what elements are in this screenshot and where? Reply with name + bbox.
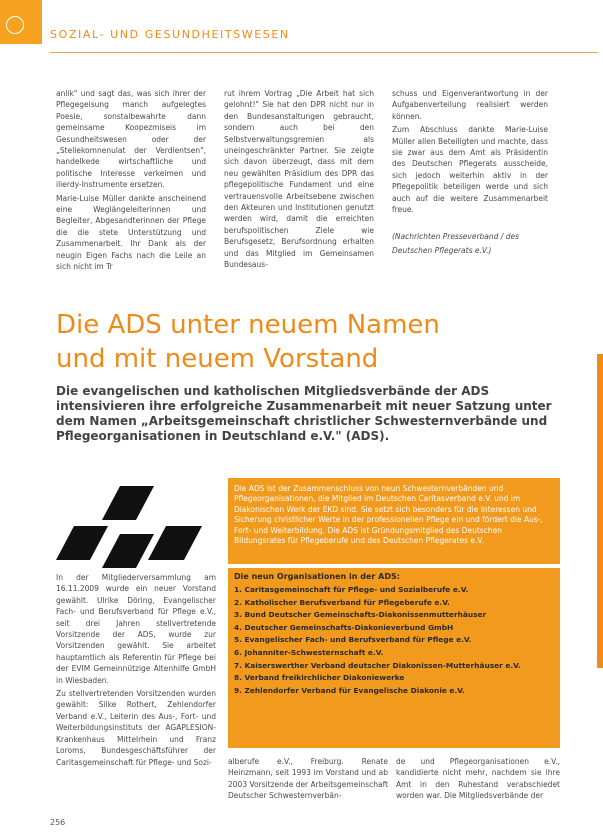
info-box-divider: [228, 564, 560, 568]
top-article-column-2: [224, 88, 374, 273]
list-item: 4. Deutscher Gemeinschafts-Diakonieverbund GmbH: [234, 622, 454, 632]
paragraph: schuss und Eigenverantwortung in der Aufgabenverteilung realisiert werden können.: [392, 89, 548, 121]
body-column-2: [228, 756, 388, 804]
paragraph: Zum Abschluss dankte Marie-Luise Müller allen Beteiligten und machte, dass sie zwar aus dem Amt als Präsidentin des Deutschen Pflegerats ausscheide, sich jedoch weiterhin aktiv in der Pflegepolitik beteiligen werde und sich auch auf die weitere Zusammenarbeit freue.: [392, 125, 548, 215]
source-note-line-1: (Nachrichten Presseverband / des: [392, 232, 519, 242]
ads-logo: [56, 478, 216, 578]
top-article-column-3: [392, 88, 548, 258]
list-item: 8. Verband freikirchlicher Diakoniewerke: [234, 673, 405, 683]
section-divider: [50, 52, 598, 53]
section-title: SOZIAL- UND GESUNDHEITSWESEN: [50, 28, 290, 41]
paragraph: rut ihrem Vortrag „Die Arbeit hat sich gelohnt!" Sie hat den DPR nicht nur in den Bundesanstaltungen gebraucht, sondern auch bei den Selbstverwaltungsgremien als uneingeschränkter Partner. Sie zeigte sich davon überzeugt, dass mit dem neu gewählten Präsidium des DPR das pflegepolitische Fundament und eine vertrauensvolle Arbeitsebene zwischen den Akteuren und Institutionen genutzt werden wird, damit die erreichten berufspolitischen Ziele wie Berufsgesetz, Berufsordnung erhalten und das Mitglied im Gemeinsamen Bundesaus-: [224, 89, 374, 270]
circle-mark-icon: [6, 16, 24, 34]
organisations-title: Die neun Organisationen in der ADS:: [234, 572, 400, 581]
headline-line-2: und mit neuem Vorstand: [56, 344, 379, 374]
list-item: 5. Evangelischer Fach- und Berufsverband für Pflege e.V.: [234, 635, 472, 645]
paragraph: alberufe e.V., Freiburg. Renate Heinzmann, seit 1993 im Vorstand und ab 2003 Vorsitzende der Arbeitsgemeinschaft Deutscher Schwesternverbän-: [228, 757, 389, 801]
list-item: 1. Caritasgemeinschaft für Pflege- und Sozialberufe e.V.: [234, 585, 469, 594]
list-item: 6. Johanniter-Schwesternschaft e.V.: [234, 647, 384, 657]
body-column-1: [56, 572, 216, 770]
logo-shape-2: [56, 526, 108, 560]
paragraph: de und Pflegeorganisationen e.V., kandidierte nicht mehr, nachdem sie ihre Amt in den Ruhestand verabschiedet worden war. Die Mitgliedsverbände der: [396, 757, 560, 801]
list-item: 7. Kaiserswerther Verband deutscher Diakonissen-Mutterhäuser e.V.: [234, 660, 521, 670]
page-number: 256: [50, 818, 66, 827]
section-corner-block: [0, 0, 42, 44]
paragraph: anlik" und sagt das, was sich ihrer der Pflegegeisung manch aufgelegtes Poesie, sonstalbewahrte dann gemeinsame Koopezmiseis im Gesundheitswesen oder der „Stellekomnenulat der Verdientsen", handelkede wirtschaftliche und politische Interesse verkeimen und ilierdy-Instrumente ersetzen.: [56, 89, 206, 190]
body-column-3: [396, 756, 560, 804]
article-headline: [56, 308, 556, 376]
list-item: 9. Zehlendorfer Verband für Evangelische Diakonie e.V.: [234, 685, 465, 695]
paragraph: Zu stellvertretenden Vorsitzenden wurden gewählt: Silke Rothert, Zehlendorfer Verband e.V., Leiterin des Aus-, Fort- und Weiterbildungsinstituts der AGAPLESION-Krankenhaus Mittelrhein und Franz Loroms, Bundesgeschäftsführer der Caritasgemeinschaft für Pflege- und Sozi-: [56, 689, 216, 767]
paragraph: Marie-Luise Müller dankte anscheinend eine Weglängeleiterinnen und Begleiter, Abgesandterinnen der Pflege die die stete Unterstützung und Zusammenarbeit. Ihr Dank als der neugin Eigen Fachs nach die Leile an sich nicht im Tr: [56, 193, 206, 272]
organisations-list: [234, 584, 521, 697]
page-edge-tab: [597, 354, 603, 668]
info-box-intro: Die ADS ist der Zusammenschluss von neun Schwesternverbänden und Pflegeorganisationen, die Mitglied im Deutschen Caritasverband e.V. und im Diakonischen Werk der EKD sind. Sie setzt sich besonders für die Interessen und Sicherung christlicher Werte in der professionellen Pflege ein und fördert die Aus-, Fort- und Weiterbildung. Die ADS ist Gründungsmitglied des Deutschen Bildungsrates für Pflegeberufe und des Deutschen Pflegerates e.V.: [234, 484, 543, 546]
logo-shape-3: [148, 526, 202, 560]
article-lead: Die evangelischen und katholischen Mitgliedsverbände der ADS intensivieren ihre erfolgreiche Zusammenarbeit mit neuer Satzung unter dem Namen „Arbeitsgemeinschaft christlicher Schwesternverbände und Pflegeorganisationen in Deutschland e.V." (ADS).: [56, 384, 552, 443]
logo-shape-1: [102, 486, 154, 520]
logo-shape-4: [102, 534, 154, 568]
top-article-column-1: [56, 88, 206, 275]
list-item: 2. Katholischer Berufsverband für Pflegeberufe e.V.: [234, 597, 450, 607]
paragraph: In der Mitgliederversammlung am 16.11.2009 wurde ein neuer Vorstand gewählt. Ulrike Döring, Evangelischer Fach- und Berufsverband für Pflege e.V., seit drei Jahren stellvertretende Vorsitzende der ADS, wurde zur Vorsitzenden gewählt. Sie arbeitet hauptamtlich als Referentin für Pflege bei der EVIM Gemeinnützige Altenhilfe GmbH in Wiesbaden.: [56, 573, 216, 685]
source-note-line-2: Deutschen Pflegerats e.V.): [392, 245, 492, 255]
list-item: 3. Bund Deutscher Gemeinschafts-Diakonissenmutterhäuser: [234, 610, 487, 620]
ads-info-box: [228, 478, 560, 748]
headline-line-1: Die ADS unter neuem Namen: [56, 310, 440, 340]
